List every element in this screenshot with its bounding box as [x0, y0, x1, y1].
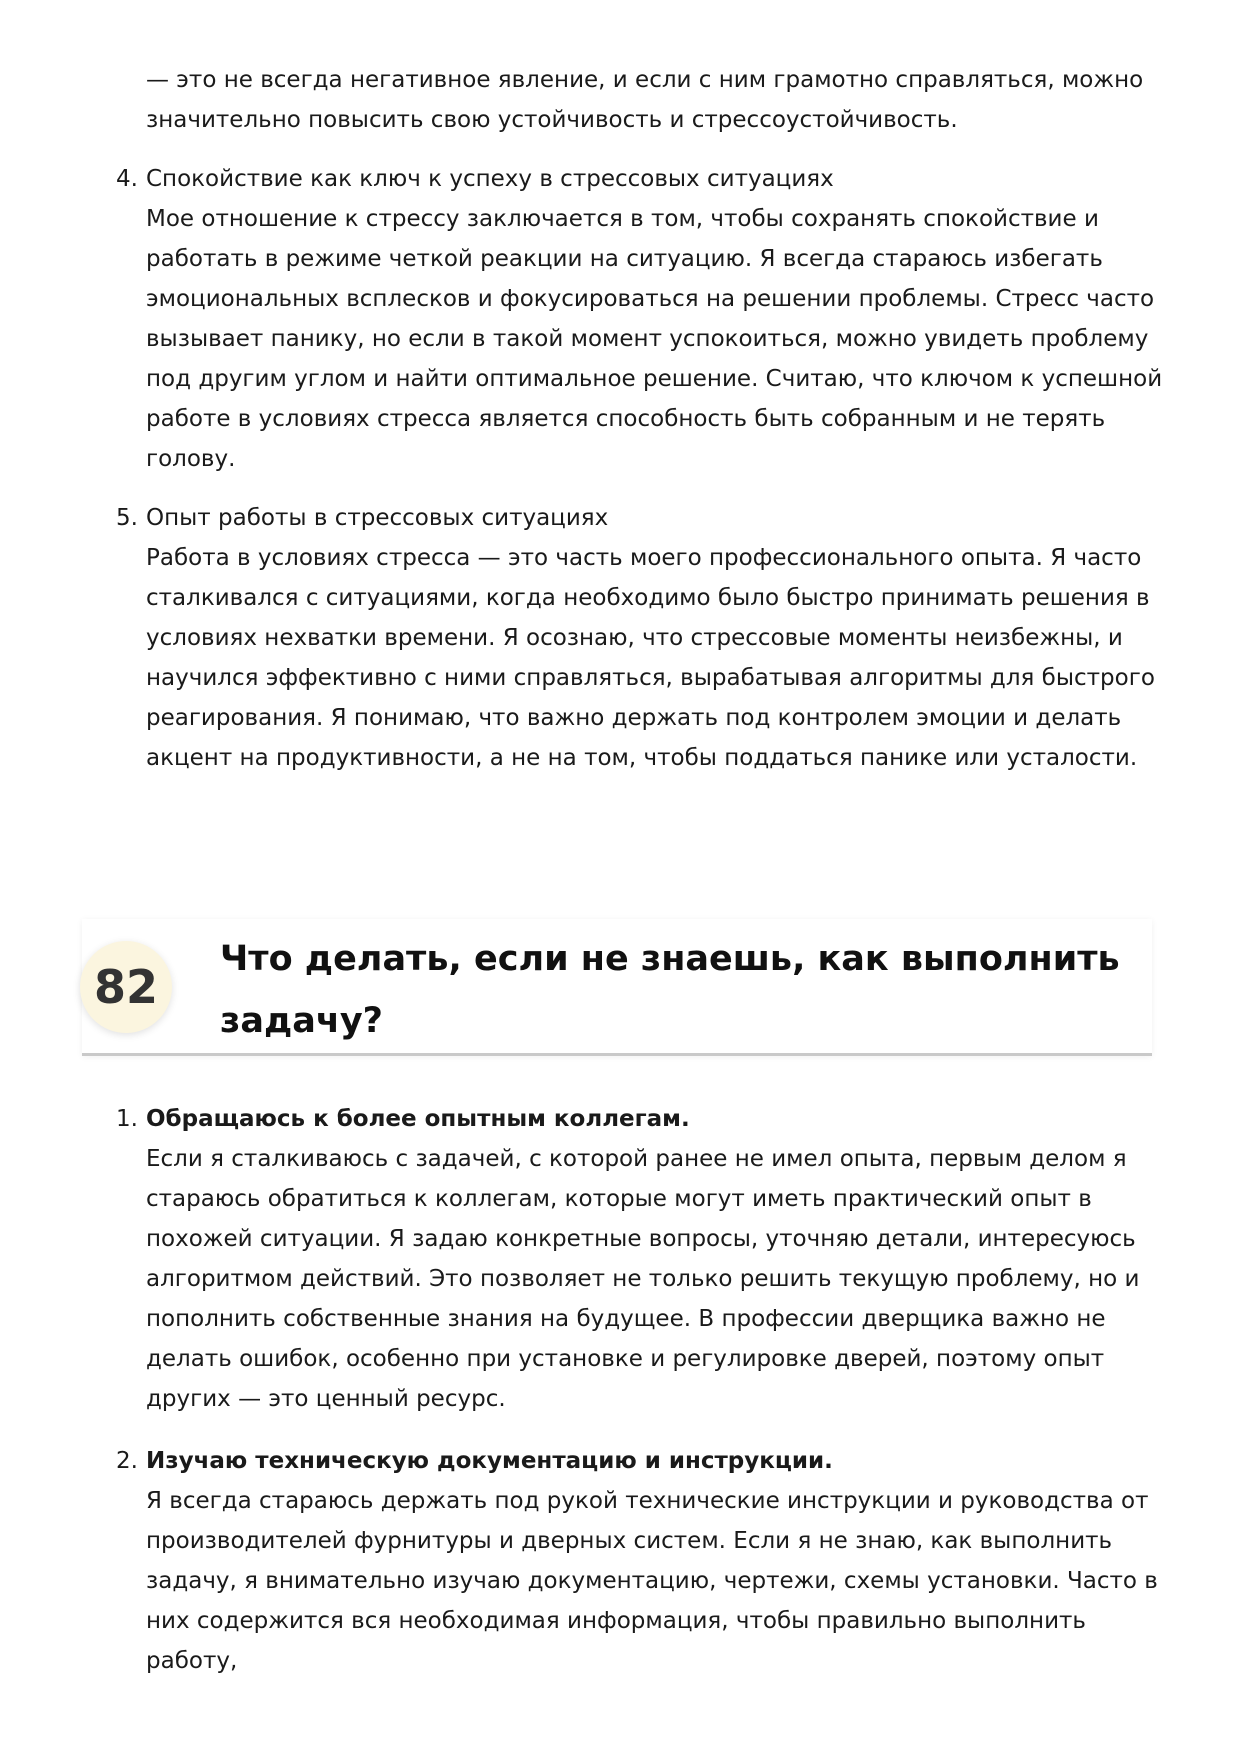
list-item-number: 5. — [116, 505, 138, 531]
list-item-number: 1. — [116, 1106, 138, 1132]
list-item-number: 2. — [116, 1448, 138, 1474]
list-item — [116, 1099, 1166, 1419]
question-number-badge: 82 — [80, 941, 172, 1033]
list-item — [116, 498, 1166, 778]
list-item-title: Опыт работы в стрессовых ситуациях — [146, 505, 609, 531]
list-item-title: Изучаю техническую документацию и инструкции. — [146, 1448, 833, 1474]
bottom-list — [116, 1099, 1166, 1681]
list-item-body: Если я сталкиваюсь с задачей, с которой ранее не имел опыта, первым делом я стараюсь обратиться к коллегам, которые могут иметь практический опыт в похожей ситуации. Я задаю конкретные вопросы, уточняю детали, интересуюсь алгоритмом действий. Это позволяет не только решить текущую проблему, но и пополнить собственные знания на будущее. В профессии дверщика важно не делать ошибок, особенно при установке и регулировке дверей, поэтому опыт других — это ценный ресурс. — [146, 1146, 1140, 1412]
section-header — [82, 919, 1152, 1056]
list-item-continuation — [116, 60, 1166, 140]
list-item-body: Мое отношение к стрессу заключается в том, чтобы сохранять спокойствие и работать в режиме четкой реакции на ситуацию. Я всегда стараюсь избегать эмоциональных всплесков и фокусироваться на решении проблемы. Стресс часто вызывает панику, но если в такой момент успокоиться, можно увидеть проблему под другим углом и найти оптимальное решение. Считаю, что ключом к успешной работе в условиях стресса является способность быть собранным и не терять голову. — [146, 206, 1163, 472]
top-list — [116, 60, 1166, 778]
list-item-body: Я всегда стараюсь держать под рукой технические инструкции и руководства от производителей фурнитуры и дверных систем. Если я не знаю, как выполнить задачу, я внимательно изучаю документацию, чертежи, схемы установки. Часто в них содержится вся необходимая информация, чтобы правильно выполнить работу, — [146, 1488, 1158, 1674]
list-item-body: — это не всегда негативное явление, и если с ним грамотно справляться, можно значительно повысить свою устойчивость и стрессоустойчивость. — [146, 67, 1144, 133]
list-item-body: Работа в условиях стресса — это часть моего профессионального опыта. Я часто сталкивался с ситуациями, когда необходимо было быстро принимать решения в условиях нехватки времени. Я осознаю, что стрессовые моменты неизбежны, и научился эффективно с ними справляться, вырабатывая алгоритмы для быстрого реагирования. Я понимаю, что важно держать под контролем эмоции и делать акцент на продуктивности, а не на том, чтобы поддаться панике или усталости. — [146, 545, 1155, 771]
list-item-number: 4. — [116, 166, 138, 192]
section-title: Что делать, если не знаешь, как выполнить задачу? — [220, 939, 1120, 1041]
list-item-title: Спокойствие как ключ к успеху в стрессовых ситуациях — [146, 166, 834, 192]
list-item — [116, 159, 1166, 479]
list-item-title: Обращаюсь к более опытным коллегам. — [146, 1106, 690, 1132]
list-item — [116, 1441, 1166, 1681]
